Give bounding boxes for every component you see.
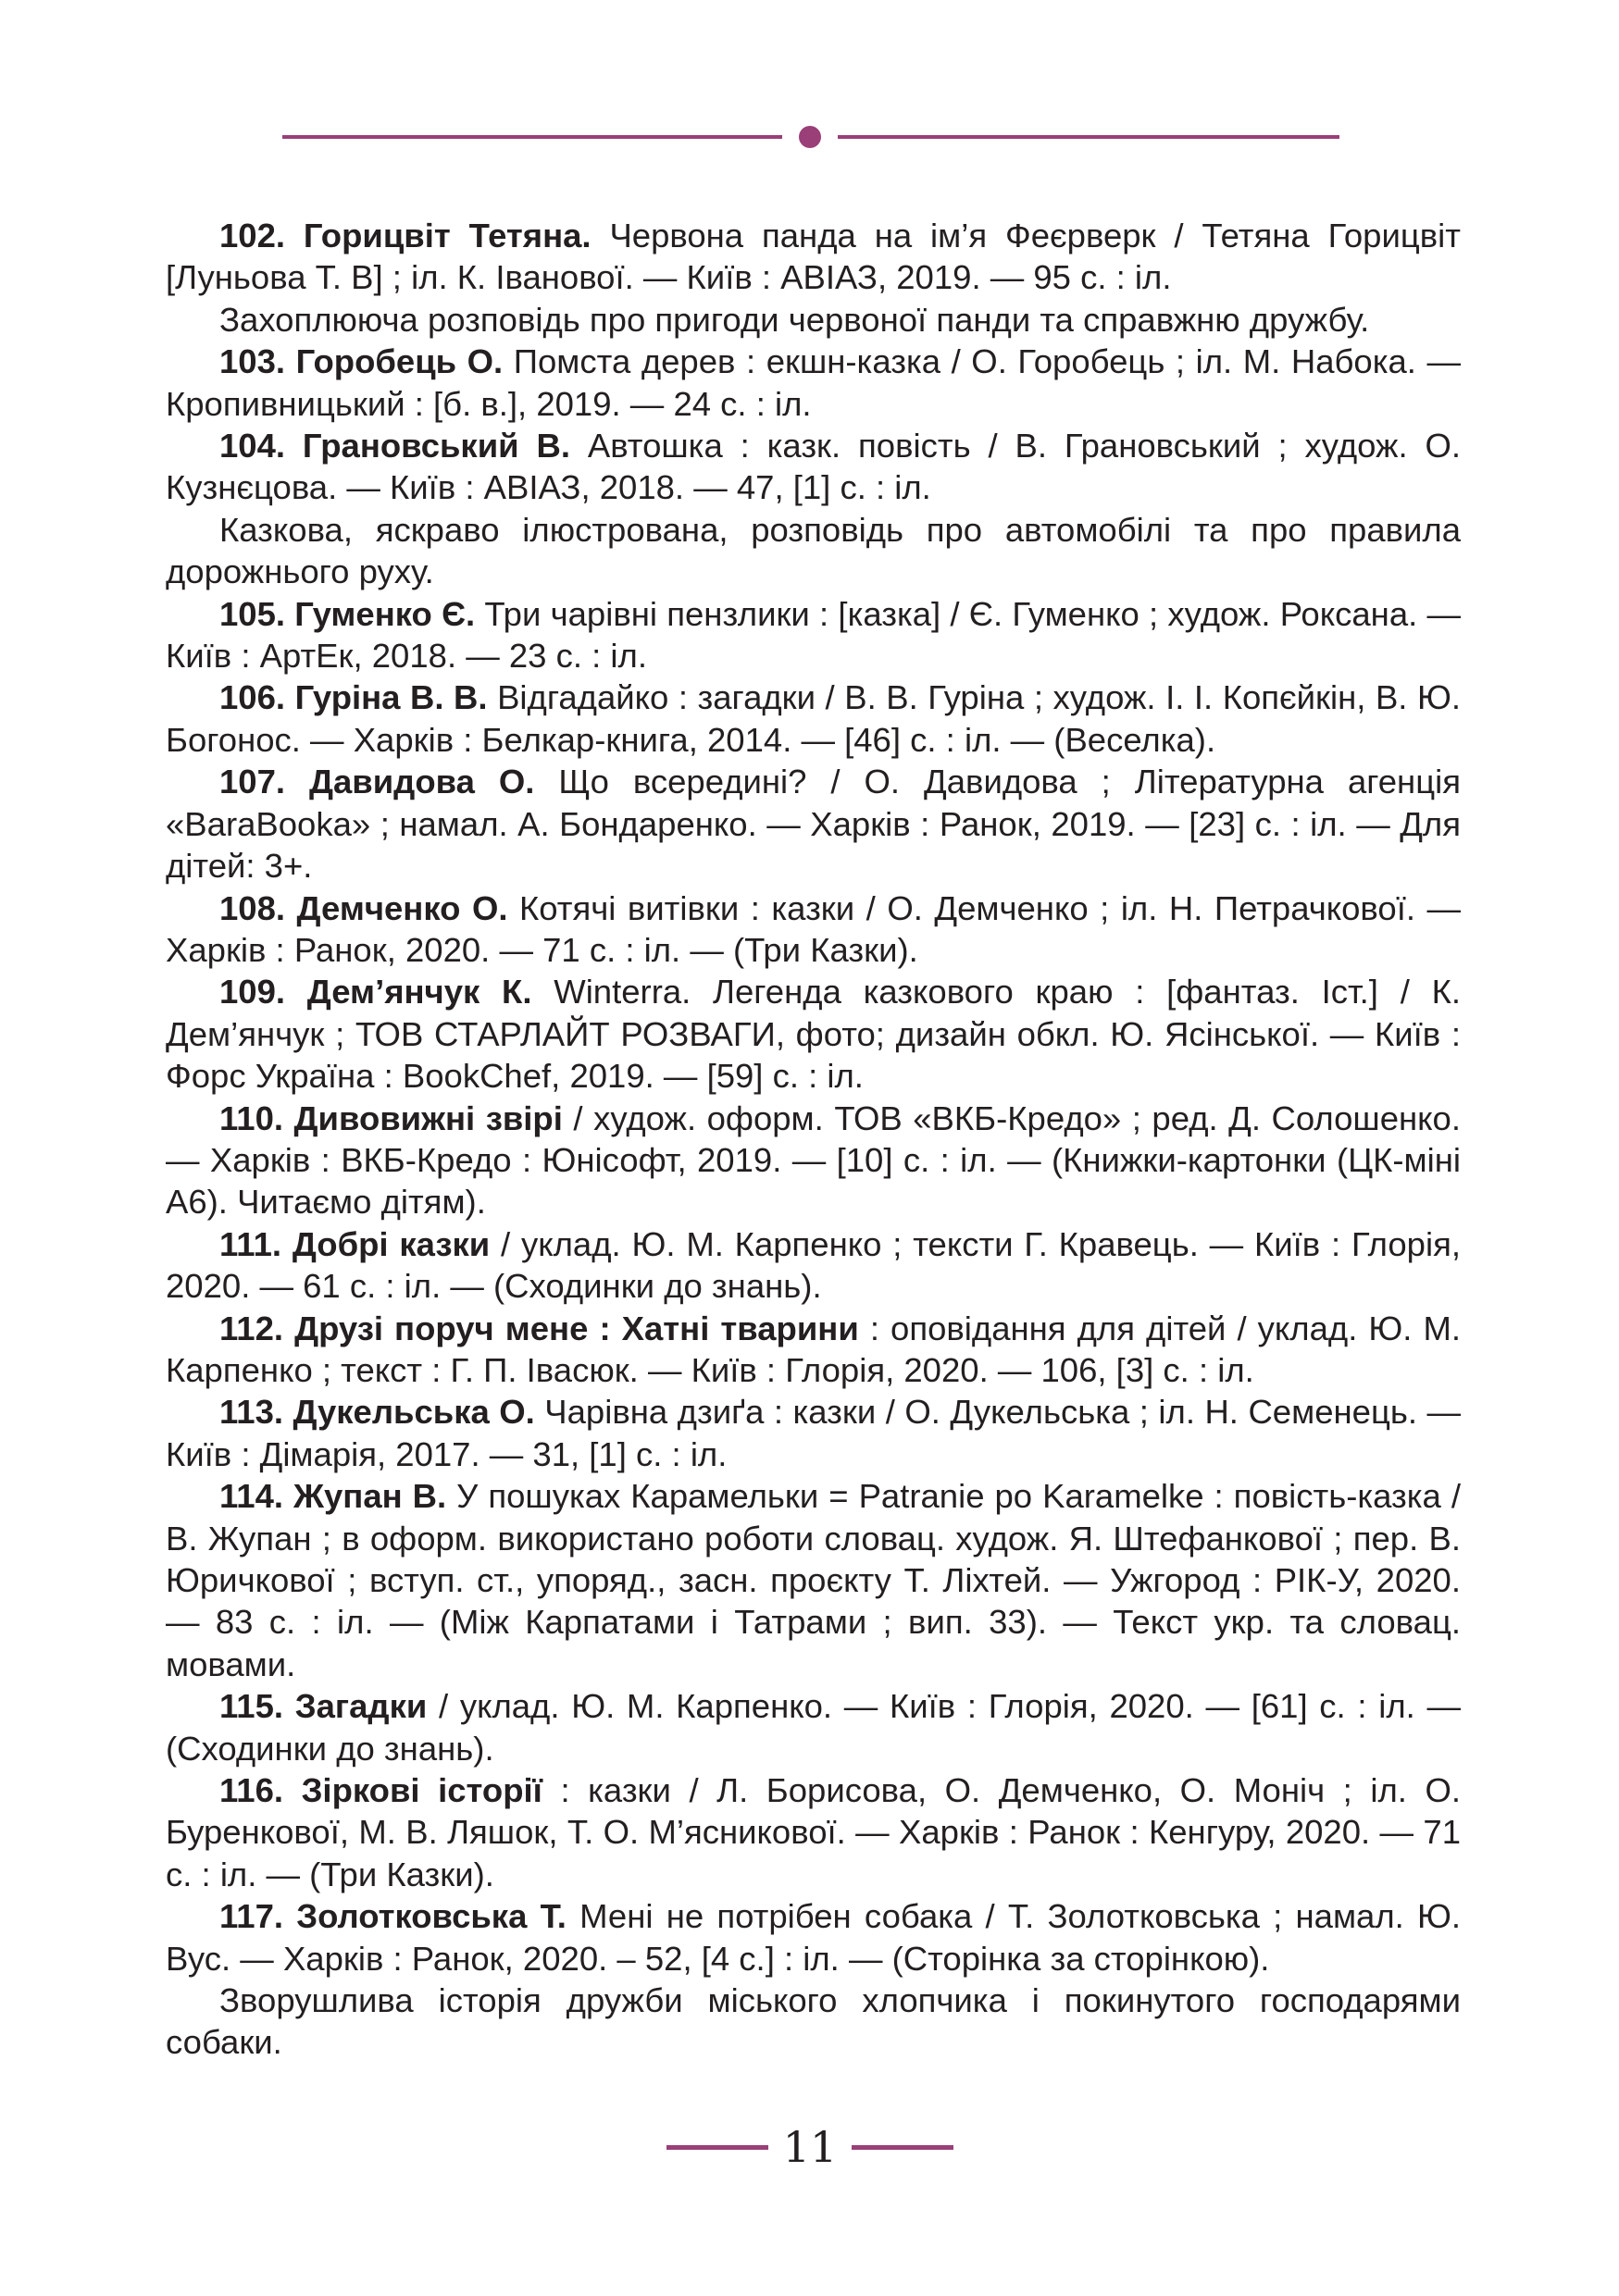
top-ornament — [282, 135, 1339, 139]
page-number: 11 — [782, 2122, 838, 2172]
footer-rule-right — [852, 2145, 953, 2150]
entry-heading: 117. Золотковська Т. — [219, 1897, 567, 1936]
entry-heading: 111. Добрі казки — [219, 1224, 491, 1263]
bibliography-entry — [166, 215, 1461, 299]
entry-details: : казки / Л. Борисова, О. Демченко, О. Моніч ; іл. О. Буренкової, М. В. Ляшок, Т. О. М’ясникової. — Харків : Ранок : Кенгуру, 2020. — 71 с. : іл. — (Три Казки). — [166, 1771, 1461, 1893]
entry-details: Відгадайко : загадки / В. В. Гуріна ; худож. І. І. Копєйкін, В. Ю. Богонос. — Харків : Белкар-книга, 2014. — [46] с. : іл. — (Веселка). — [166, 678, 1461, 759]
entry-details: Автошка : казк. повість / В. Грановський ; худож. О. Кузнєцова. — Київ : АВІАЗ, 2018. — 47, [1] с. : іл. — [166, 427, 1461, 507]
entry-details: Мені не потрібен собака / Т. Золотковська ; намал. Ю. Вус. — Харків : Ранок, 2020. – 52, [4 с.] : іл. — (Сторінка за сторінкою). — [166, 1897, 1462, 1978]
entry-details: Що всередині? / О. Давидова ; Літературна агенція «BaraBooka» ; намал. А. Бондаренко. — Харків : Ранок, 2019. — [23] с. : іл. — Для дітей: 3+. — [166, 763, 1461, 886]
entry-heading: 102. Горицвіт Тетяна. — [219, 217, 592, 254]
entry-details: Три чарівні пензлики : [казка] / Є. Гуменко ; худож. Роксана. — Київ : АртЕк, 2018. — 23 с. : іл. — [166, 594, 1461, 676]
bibliography-entry — [166, 1308, 1461, 1392]
bibliography-entry — [166, 1769, 1461, 1895]
top-rule-right — [838, 135, 1339, 139]
entry-heading: 103. Горобець О. — [219, 342, 504, 381]
bibliography-entry — [166, 1475, 1461, 1685]
entry-details: Червона панда на ім’я Феєрверк / Тетяна Горицвіт [Луньова Т. В] ; іл. К. Іванової. — Київ : АВІАЗ, 2019. — 95 с. : іл. — [166, 217, 1461, 297]
entry-heading: 108. Демченко О. — [219, 888, 508, 927]
entry-heading: 106. Гуріна В. В. — [219, 678, 488, 717]
entry-details: / уклад. Ю. М. Карпенко ; тексти Г. Кравець. — Київ : Глорія, 2020. — 61 с. : іл. — (Сходинки до знань). — [166, 1224, 1461, 1306]
entry-heading: 115. Загадки — [219, 1687, 428, 1726]
bibliography-entry — [166, 593, 1461, 677]
entry-heading: 110. Дивовижні звірі — [219, 1098, 563, 1137]
bibliography-entry — [166, 1895, 1461, 1980]
top-rule-left — [282, 135, 782, 139]
entry-details: Чарівна дзиґа : казки / О. Дукельська ; іл. Н. Семенець. — Київ : Дімарія, 2017. — 31, [1] с. : іл. — [166, 1393, 1462, 1473]
entry-heading: 116. Зіркові історії — [219, 1771, 542, 1810]
bibliography-entry — [166, 1223, 1461, 1308]
entry-details: : оповідання для дітей / уклад. Ю. М. Карпенко ; текст : Г. П. Івасюк. — Київ : Глорія, 2020. — 106, [3] с. : іл. — [166, 1309, 1462, 1389]
top-rule-dot — [799, 126, 821, 148]
entry-details: Котячі витівки : казки / О. Демченко ; іл. Н. Петрачкової. — Харків : Ранок, 2020. — 71 с. : іл. — (Три Казки). — [166, 888, 1461, 969]
bibliography-entry — [166, 887, 1461, 972]
entry-annotation: Захоплююча розповідь про пригоди червоної панди та справжню дружбу. — [219, 300, 1370, 339]
entry-details: / уклад. Ю. М. Карпенко. — Київ : Глорія, 2020. — [61] с. : іл. — (Сходинки до знань). — [166, 1687, 1461, 1768]
entry-details: / худож. оформ. ТОВ «ВКБ-Кредо» ; ред. Д. Солошенко. — Харків : ВКБ-Кредо : Юнісофт, 2019. — [10] с. : іл. — (Книжки-картонки (ЦК-міні А6). Читаємо дітям). — [166, 1098, 1461, 1222]
entry-details: У пошуках Карамельки = Patranie po Karamelke : повість-казка / В. Жупан ; в оформ. використано роботи словац. худож. Я. Штефанкової ; пер. В. Юричкової ; вступ. ст., упоряд., засн. проєкту Т. Ліхтей. — Ужгород : РІК-У, 2020. — 83 с. : іл. — (Між Карпатами і Татрами ; вип. 33). — Текст укр. та словац. мовами. — [166, 1477, 1461, 1683]
entry-annotation: Казкова, яскраво ілюстрована, розповідь про автомобілі та про правила дорожнього руху. — [166, 510, 1461, 591]
entry-heading: 104. Грановський В. — [219, 427, 570, 465]
bibliography-entry — [166, 761, 1461, 887]
entry-heading: 112. Друзі поруч мене : Хатні тварини — [219, 1309, 859, 1347]
bibliography-entry — [166, 1098, 1461, 1223]
bibliography-entry — [166, 1391, 1461, 1475]
entry-heading: 105. Гуменко Є. — [219, 594, 476, 633]
entry-heading: 114. Жупан В. — [219, 1477, 447, 1516]
entry-details: Winterra. Легенда казкового краю : [фантаз. Іст.] / К. Дем’янчук ; ТОВ СТАРЛАЙТ РОЗВАГИ, фото; дизайн обкл. Ю. Ясінської. — Київ : Форс Україна : BookChef, 2019. — [59] с. : іл. — [166, 973, 1461, 1096]
page-footer — [666, 2119, 953, 2175]
entry-heading: 107. Давидова О. — [219, 763, 535, 801]
bibliography-entry — [166, 676, 1461, 761]
footer-rule-left — [666, 2145, 768, 2150]
entry-annotation: Зворушлива історія дружби міського хлопчика і покинутого господарями собаки. — [166, 1981, 1461, 2062]
bibliography-entry — [166, 971, 1461, 1097]
entry-heading: 109. Дем’янчук К. — [219, 973, 532, 1011]
bibliography-entry — [166, 341, 1461, 425]
entry-heading: 113. Дукельська О. — [219, 1393, 535, 1432]
entry-details: Помста дерев : екшн-казка / О. Горобець ; іл. М. Набока. — Кропивницький : [б. в.], 2019. — 24 с. : іл. — [166, 342, 1461, 423]
bibliography-list — [166, 215, 1461, 2064]
bibliography-entry — [166, 1685, 1461, 1769]
bibliography-entry — [166, 425, 1461, 509]
